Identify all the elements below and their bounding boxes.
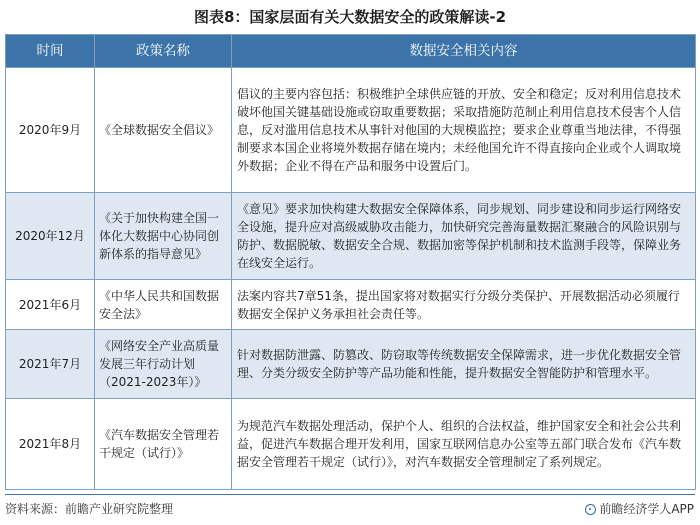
row-policy-name: 《关于加快构建全国一体化大数据中心协同创新体系的指导意见》 — [95, 193, 232, 280]
brand-credit — [585, 500, 694, 518]
row-content: 为规范汽车数据处理活动，保护个人、组织的合法权益，维护国家安全和社会公共利益，促进汽车数据合理开发利用，国家互联网信息办公室等五部门联合发布《汽车数据安全管理若干规定（试行）》，对汽车数据安全管理制定了系列规定。 — [232, 399, 696, 490]
row-content: 倡议的主要内容包括：积极维护全球供应链的开放、安全和稳定；反对利用信息技术破坏他国关键基础设施或窃取重要数据；采取措施防范制止利用信息技术侵害个人信息，反对滥用信息技术从事针对他国的大规模监控；要求企业尊重当地法律，不得强制要求本国企业将境外数据存储在境内；未经他国允许不得直接向企业或个人调取境外数据；企业不得在产品和服务中设置后门。 — [232, 68, 696, 193]
header-time: 时间 — [6, 35, 95, 68]
table-row — [6, 399, 696, 490]
row-content: 针对数据防泄露、防篡改、防窃取等传统数据安全保障需求，进一步优化数据安全管理、分类分级安全防护等产品功能和性能，提升数据安全智能防护和管理水平。 — [232, 330, 696, 399]
row-time: 2021年7月 — [6, 330, 95, 399]
header-content: 数据安全相关内容 — [232, 35, 696, 68]
table-row — [6, 193, 696, 280]
row-content: 法案内容共7章51条，提出国家将对数据实行分级分类保护、开展数据活动必须履行数据安全保护义务承担社会责任等。 — [232, 279, 696, 329]
row-time: 2021年6月 — [6, 279, 95, 329]
row-policy-name: 《全球数据安全倡议》 — [95, 68, 232, 193]
footer-divider — [5, 494, 695, 495]
row-policy-name: 《汽车数据安全管理若干规定（试行）》 — [95, 399, 232, 490]
row-content: 《意见》要求加快构建大数据安全保障体系，同步规划、同步建设和同步运行网络安全设施，提升应对高级威胁攻击能力，加快研究完善海量数据汇聚融合的风险识别与防护、数据脱敏、数据安全合规、数据加密等保护机制和技术监测手段等，保障业务在线安全运行。 — [232, 193, 696, 280]
table-row — [6, 279, 696, 329]
qianzhan-logo-icon — [585, 504, 596, 515]
row-policy-name: 《网络安全产业高质量发展三年行动计划（2021-2023年）》 — [95, 330, 232, 399]
table-header-row — [6, 35, 696, 68]
table-row — [6, 330, 696, 399]
brand-name: 前瞻经济学人APP — [599, 502, 694, 516]
row-policy-name: 《中华人民共和国数据安全法》 — [95, 279, 232, 329]
figure-title: 图表8：国家层面有关大数据安全的政策解读-2 — [193, 8, 507, 26]
source-note: 资料来源：前瞻产业研究院整理 — [5, 502, 174, 516]
table-row — [6, 68, 696, 193]
header-policy-name: 政策名称 — [95, 35, 232, 68]
row-time: 2020年12月 — [6, 193, 95, 280]
policy-table — [5, 34, 696, 490]
row-time: 2020年9月 — [6, 68, 95, 193]
row-time: 2021年8月 — [6, 399, 95, 490]
